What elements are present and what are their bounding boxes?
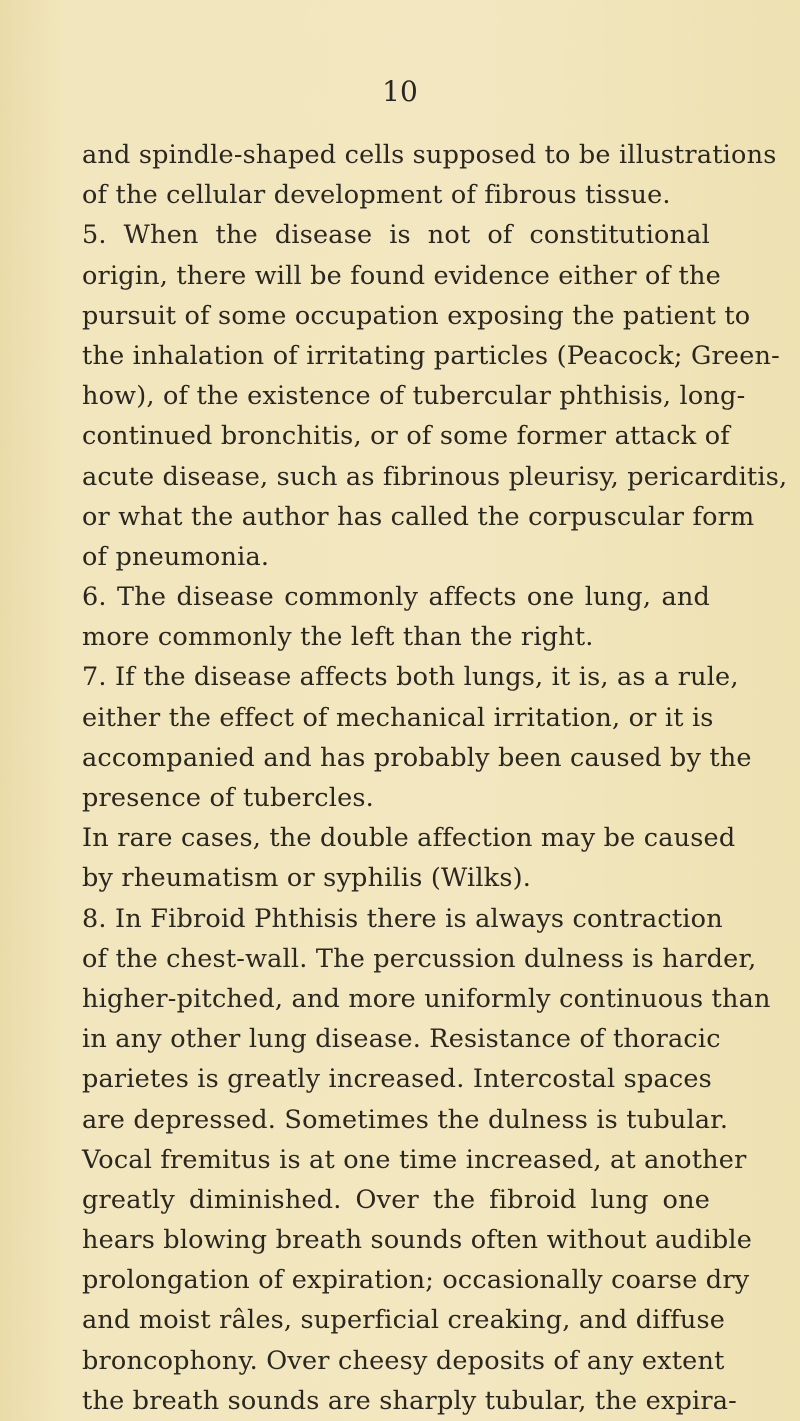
text-line: the inhalation of irritating particles (Peacock; Green- — [82, 340, 780, 371]
text-line: more commonly the left than the right. — [82, 622, 594, 653]
text-line: broncophony. Over cheesy deposits of any extent — [82, 1345, 725, 1376]
text-line: In rare cases, the double affection may be caused — [82, 823, 736, 854]
body-text — [82, 135, 788, 1421]
text-line: Vocal fremitus is at one time increased, at another — [82, 1144, 747, 1175]
text-line: 7. If the disease affects both lungs, it is, as a rule, — [82, 662, 739, 693]
text-line: of the chest-wall. The percussion dulness is harder, — [82, 943, 757, 974]
text-line: prolongation of expiration; occasionally coarse dry — [82, 1265, 750, 1296]
text-line: pursuit of some occupation exposing the patient to — [82, 300, 751, 331]
text-line: 8. In Fibroid Phthisis there is always contraction — [82, 903, 723, 934]
text-line: 5. When the disease is not of constitutional — [82, 220, 710, 251]
text-line: presence of tubercles. — [82, 783, 374, 813]
text-line: how), of the existence of tubercular phthisis, long- — [82, 381, 746, 412]
text-line: higher-pitched, and more uniformly continuous than — [82, 983, 771, 1014]
text-line: of pneumonia. — [82, 541, 270, 572]
text-line: either the effect of mechanical irritation, or it is — [82, 702, 714, 733]
text-line: of the cellular development of fibrous tissue. — [82, 180, 671, 211]
text-line: 6. The disease commonly affects one lung, and — [82, 582, 710, 613]
text-line: acute disease, such as fibrinous pleurisy, pericarditis, — [82, 461, 788, 492]
text-line: parietes is greatly increased. Intercostal spaces — [82, 1064, 712, 1095]
text-line: greatly diminished. Over the fibroid lung one — [82, 1184, 710, 1215]
text-line: accompanied and has probably been caused by the — [82, 742, 752, 773]
text-line: or what the author has called the corpuscular form — [82, 501, 755, 532]
text-line: hears blowing breath sounds often without audible — [82, 1225, 753, 1256]
text-line: in any other lung disease. Resistance of thoracic — [82, 1024, 721, 1055]
text-line: and spindle-shaped cells supposed to be illustrations — [82, 140, 777, 170]
text-line: the breath sounds are sharply tubular, the expira- — [82, 1385, 737, 1416]
text-line: origin, there will be found evidence either of the — [82, 260, 721, 291]
text-line: continued bronchitis, or of some former attack of — [82, 421, 730, 452]
text-line: are depressed. Sometimes the dulness is tubular. — [82, 1104, 729, 1135]
text-line: and moist râles, superficial creaking, and diffuse — [82, 1305, 726, 1336]
text-line: by rheumatism or syphilis (Wilks). — [82, 863, 532, 894]
page-number: 10 — [382, 75, 418, 108]
